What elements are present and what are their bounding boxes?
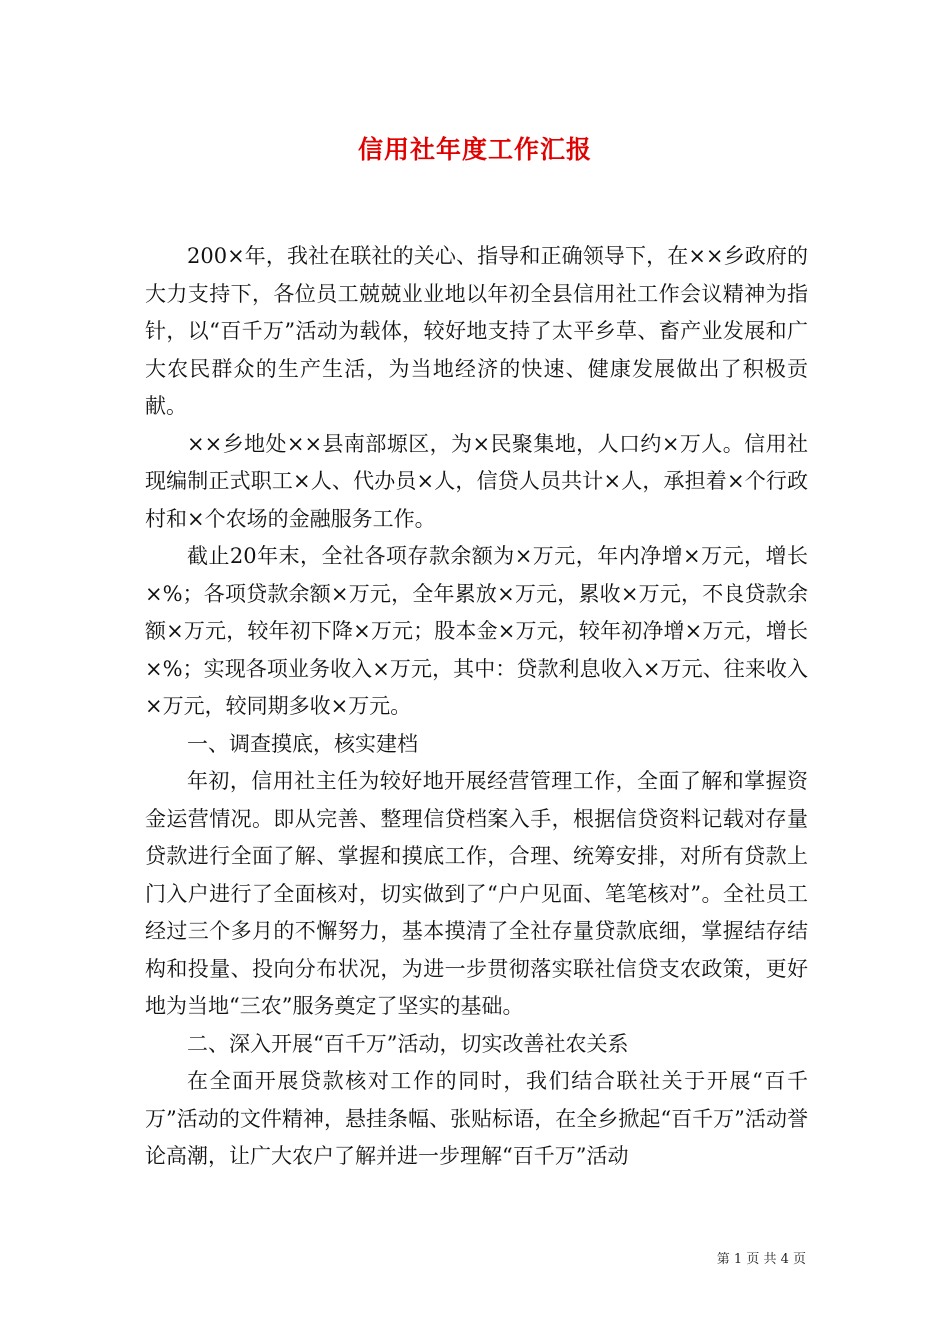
document-title: 信用社年度工作汇报: [357, 135, 592, 164]
paragraph-section-1: 年初，信用社主任为较好地开展经营管理工作，全面了解和掌握资金运营情况。即从完善、整理信贷档案入手，根据信贷资料记载对存量贷款进行全面了解、掌握和摸底工作，合理、统筹安排，对所有贷款上门入户进行了全面核对，切实做到了“户户见面、笔笔核对”。全社员工经过三个多月的不懈努力，基本摸清了全社存量贷款底细，掌握结存结构和投量、投向分布状况，为进一步贯彻落实联社信贷支农政策，更好地为当地“三农”服务奠定了坚实的基础。: [145, 769, 808, 1018]
page-number: 第 1 页 共 4 页: [716, 1252, 806, 1267]
section-heading-1: 一、调查摸底，核实建档: [187, 731, 418, 756]
paragraph-intro: 200×年，我社在联社的关心、指导和正确领导下，在××乡政府的大力支持下，各位员工兢兢业业地以年初全县信用社工作会议精神为指针，以“百千万”活动为载体，较好地支持了太平乡草、畜产业发展和广大农民群众的生产生活，为当地经济的快速、健康发展做出了积极贡献。: [145, 244, 808, 418]
paragraph-figures: 截止20年末，全社各项存款余额为×万元，年内净增×万元，增长×%；各项贷款余额×万元，全年累放×万元，累收×万元，不良贷款余额×万元，较年初下降×万元；股本金×万元，较年初净增×万元，增长×%；实现各项业务收入×万元，其中：贷款利息收入×万元、往来收入×万元，较同期多收×万元。: [145, 544, 808, 718]
document-body: [145, 238, 808, 1176]
paragraph-location: ××乡地处××县南部塬区，为×民聚集地，人口约×万人。信用社现编制正式职工×人、代办员×人，信贷人员共计×人，承担着×个行政村和×个农场的金融服务工作。: [145, 431, 808, 531]
section-heading-2: 二、深入开展“百千万”活动，切实改善社农关系: [187, 1031, 629, 1056]
paragraph-section-2: 在全面开展贷款核对工作的同时，我们结合联社关于开展“百千万”活动的文件精神，悬挂条幅、张贴标语，在全乡掀起“百千万”活动誉论高潮，让广大农户了解并进一步理解“百千万”活动: [145, 1069, 808, 1168]
